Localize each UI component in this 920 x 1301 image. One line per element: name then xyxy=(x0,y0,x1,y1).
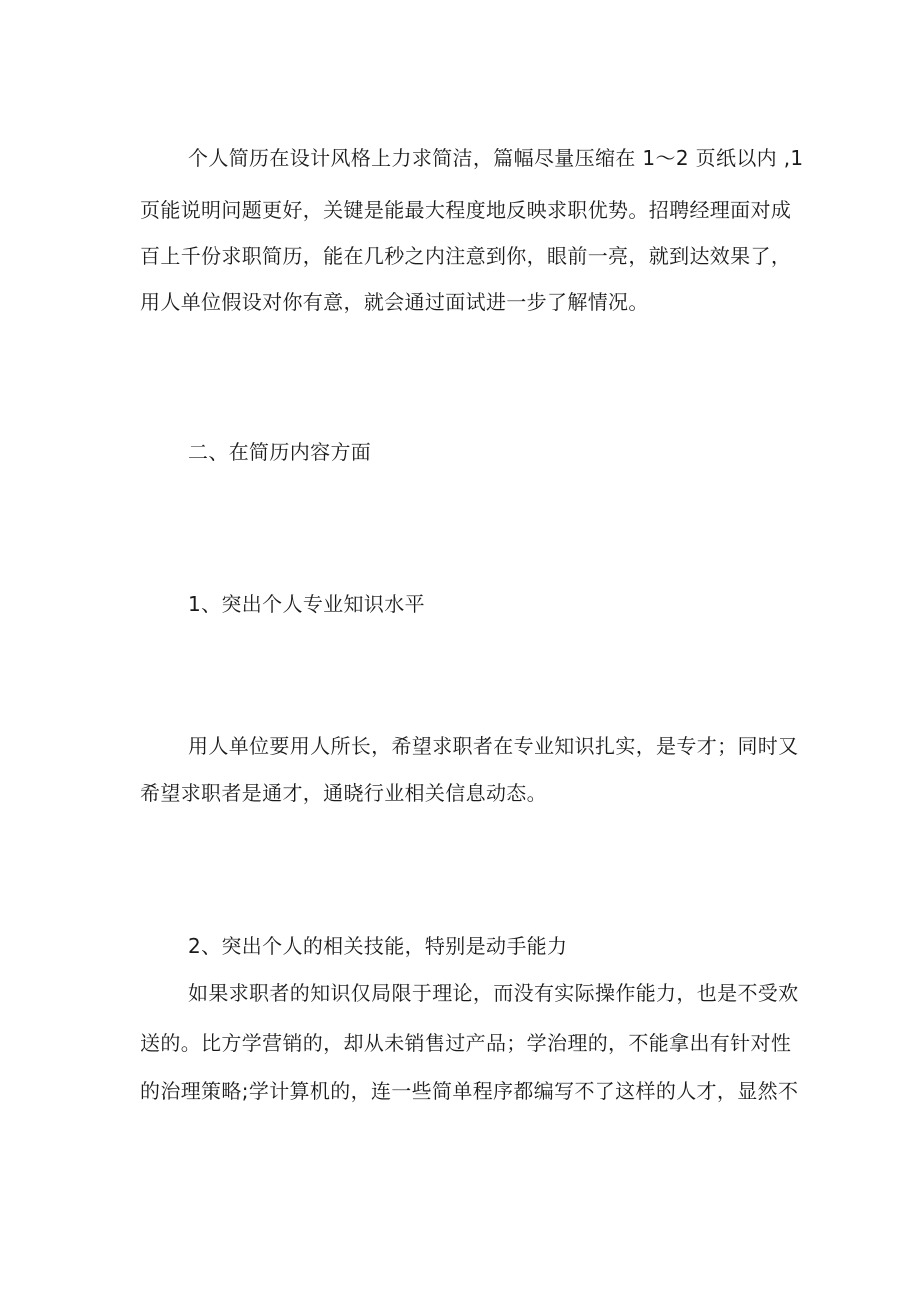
paragraph-1-line-2: 页能说明问题更好，关键是能最大程度地反映求职优势。招聘经理面对成 xyxy=(140,198,792,222)
section-heading: 二、在简历内容方面 xyxy=(188,440,372,464)
paragraph-3-line-2: 送的。比方学营销的，却从未销售过产品；学治理的，不能拿出有针对性 xyxy=(140,1031,792,1055)
paragraph-3-line-1: 如果求职者的知识仅局限于理论，而没有实际操作能力，也是不受欢 xyxy=(188,981,799,1005)
paragraph-1-line-4: 用人单位假设对你有意，就会通过面试进一步了解情况。 xyxy=(140,290,649,314)
paragraph-1-line-1: 个人简历在设计风格上力求简洁，篇幅尽量压缩在 1～2 页纸以内 ,1 xyxy=(188,146,804,170)
paragraph-1-line-3: 百上千份求职简历，能在几秒之内注意到你，眼前一亮，就到达效果了， xyxy=(140,244,792,268)
item-1-heading: 1、突出个人专业知识水平 xyxy=(188,592,425,616)
paragraph-2-line-2: 希望求职者是通才，通晓行业相关信息动态。 xyxy=(140,781,547,805)
paragraph-3-line-3: 的治理策略;学计算机的，连一些简单程序都编写不了这样的人才，显然不 xyxy=(140,1079,799,1103)
paragraph-2-line-1: 用人单位要用人所长，希望求职者在专业知识扎实，是专才；同时又 xyxy=(188,734,799,758)
item-2-heading: 2、突出个人的相关技能，特别是动手能力 xyxy=(188,934,568,958)
